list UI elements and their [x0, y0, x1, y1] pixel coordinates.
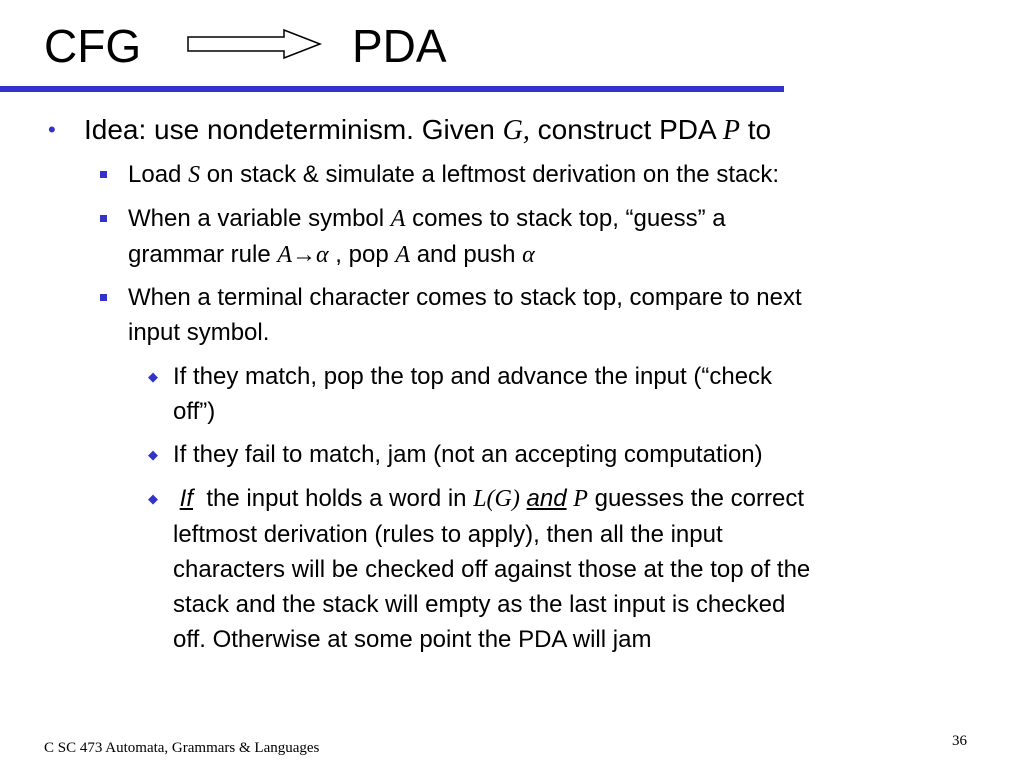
symbol-p: P: [573, 486, 588, 512]
bullet-line: If the input holds a word in L(G) and P guesses the correct: [179, 485, 805, 512]
bullet-line: grammar rule A→α , pop A and push α: [128, 241, 535, 268]
bullet-text: construct PDA: [529, 114, 723, 145]
bullet-text: to: [739, 114, 772, 145]
title-pda: PDA: [352, 20, 447, 72]
bullet-text: Idea: use nondeterminism. Given: [84, 114, 503, 145]
symbol-a: A: [390, 206, 406, 232]
emphasis-and: and: [526, 485, 567, 512]
bullet-line: characters will be checked off against those at the top of the: [173, 556, 811, 583]
bullet-match: [148, 359, 993, 429]
symbol-g: G,: [502, 115, 530, 146]
bullet-variable-symbol: [128, 201, 988, 273]
bullet-line: When a terminal character comes to stack top, compare to next: [128, 284, 802, 311]
slide-title: [0, 0, 1024, 95]
bullet-line: input symbol.: [128, 319, 270, 346]
bullet-line: If they fail to match, jam (not an accepting computation): [173, 441, 763, 468]
bullet-text: on stack & simulate a leftmost derivation on the stack:: [200, 161, 780, 188]
square-bullet-icon: [100, 171, 107, 178]
bullet-idea: [48, 113, 772, 148]
bullet-terminal: [128, 280, 1008, 350]
square-bullet-icon: [100, 215, 107, 222]
bullet-dot-icon: •: [48, 117, 56, 142]
bullet-load: [128, 157, 779, 193]
symbol-a: A: [395, 242, 411, 268]
grammar-rule: A→α: [277, 242, 329, 268]
symbol-alpha: α: [522, 242, 535, 268]
title-underline: [0, 86, 784, 92]
symbol-p: P: [722, 115, 740, 146]
bullet-line: If they match, pop the top and advance the input (“check: [173, 363, 773, 390]
diamond-bullet-icon: ◆: [148, 447, 158, 462]
square-bullet-icon: [100, 294, 107, 301]
bullet-fail: [148, 437, 993, 472]
footer-course: C SC 473 Automata, Grammars & Languages: [44, 740, 320, 756]
bullet-text: Load: [128, 161, 189, 188]
bullet-line: off. Otherwise at some point the PDA will jam: [173, 626, 652, 653]
page-number: 36: [952, 733, 967, 749]
emphasis-if: If: [179, 485, 194, 512]
symbol-s: S: [188, 162, 201, 188]
bullet-line: leftmost derivation (rules to apply), then all the input: [173, 521, 723, 548]
right-arrow-icon: [186, 28, 324, 60]
diamond-bullet-icon: ◆: [148, 369, 158, 384]
diamond-bullet-icon: ◆: [148, 491, 158, 506]
bullet-line: When a variable symbol A comes to stack top, “guess” a: [128, 205, 726, 232]
bullet-if-word: [148, 481, 1003, 657]
language-lg: L(G): [473, 486, 520, 512]
bullet-line: stack and the stack will empty as the last input is checked: [173, 591, 786, 618]
bullet-line: off”): [173, 398, 216, 425]
title-cfg: CFG: [44, 20, 142, 72]
